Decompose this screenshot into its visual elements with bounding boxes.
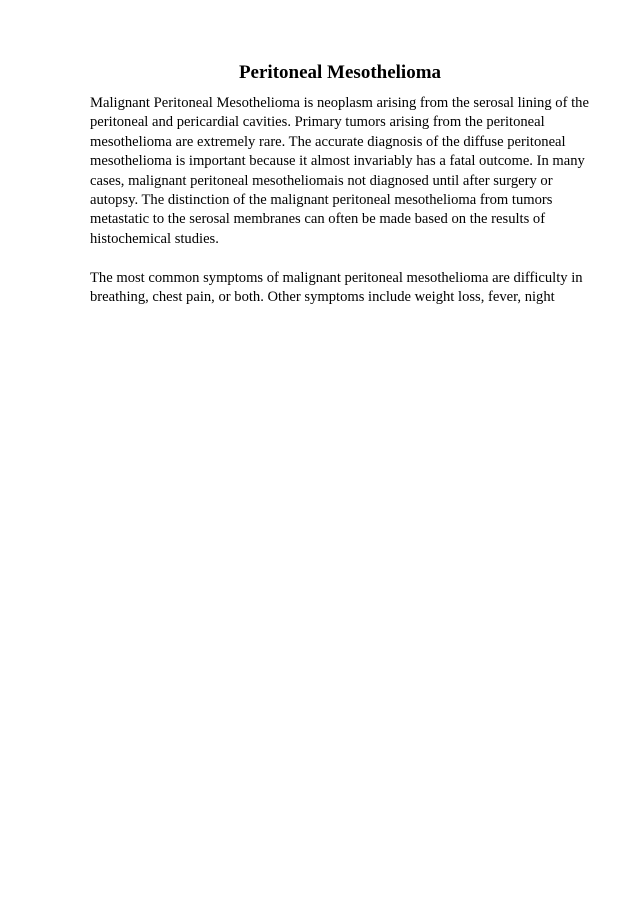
paragraph-line: mesothelioma are extremely rare. The accurate diagnosis of the diffuse peritoneal (90, 133, 566, 150)
paragraph-line: cases, malignant peritoneal mesotheliomais not diagnosed until after surgery or (90, 172, 553, 189)
paragraph-line: Malignant Peritoneal Mesothelioma is neoplasm arising from the serosal lining of the (90, 95, 589, 111)
paragraph-line: metastatic to the serosal membranes can often be made based on the results of (90, 211, 546, 228)
paragraph-line: autopsy. The distinction of the malignant peritoneal mesothelioma from tumors (90, 192, 553, 209)
paragraph-2 (90, 269, 590, 308)
paragraph-line: breathing, chest pain, or both. Other symptoms include weight loss, fever, night (90, 289, 555, 306)
document-body (90, 94, 590, 307)
paragraph-line: mesothelioma is important because it almost invariably has a fatal outcome. In many (90, 153, 585, 170)
document-title: Peritoneal Mesothelioma (238, 62, 442, 83)
paragraph-line: histochemical studies. (90, 230, 219, 247)
paragraph-line: The most common symptoms of malignant peritoneal mesothelioma are difficulty in (90, 269, 583, 286)
paragraph-1 (90, 94, 590, 249)
paragraph-line: peritoneal and pericardial cavities. Primary tumors arising from the peritoneal (90, 114, 545, 131)
